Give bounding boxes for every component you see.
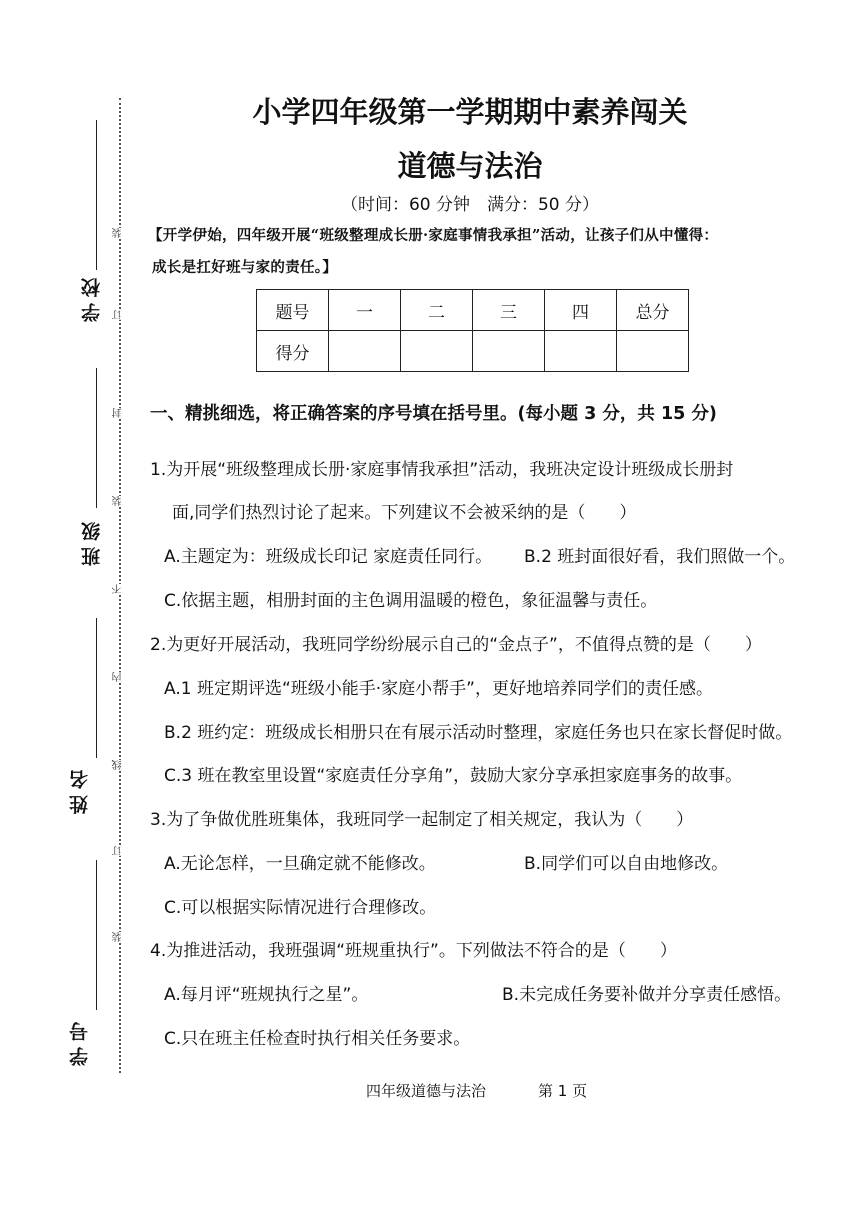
score-table-score-row <box>257 331 689 372</box>
seal-char: 不 <box>111 584 127 594</box>
score-header-cell: 三 <box>473 290 545 331</box>
question-1-option-c[interactable]: C.依据主题，相册封面的主色调用温暖的橙色，象征温馨与责任。 <box>164 591 658 611</box>
score-cell[interactable] <box>401 331 473 372</box>
class-blank[interactable] <box>96 368 97 508</box>
seal-char: 订 <box>111 310 127 320</box>
score-header-cell: 四 <box>545 290 617 331</box>
question-2-stem: 2.为更好开展活动，我班同学纷纷展示自己的“金点子”，不值得点赞的是（ ） <box>150 635 762 655</box>
score-cell[interactable] <box>473 331 545 372</box>
score-cell[interactable] <box>329 331 401 372</box>
question-3-stem: 3.为了争做优胜班集体，我班同学一起制定了相关规定，我认为（ ） <box>150 810 694 830</box>
question-2-option-a[interactable]: A.1 班定期评选“班级小能手·家庭小帮手”，更好地培养同学们的责任感。 <box>164 679 713 699</box>
score-table <box>256 289 689 372</box>
question-1-stem: 1.为开展“班级整理成长册·家庭事情我承担”活动，我班决定设计班级成长册封 <box>150 460 734 480</box>
student-id-label: 学号 <box>69 1016 91 1066</box>
section-1-heading: 一、精挑细选，将正确答案的序号填在括号里。(每小题 3 分，共 15 分) <box>150 404 717 424</box>
question-4-option-a[interactable]: A.每月评“班规执行之星”。 <box>164 985 369 1005</box>
seal-char: 订 <box>111 846 127 856</box>
score-header-cell: 一 <box>329 290 401 331</box>
question-1-stem-cont: 面,同学们热烈讨论了起来。下列建议不会被采纳的是（ ） <box>172 503 637 523</box>
seal-char: 装 <box>111 496 127 506</box>
school-blank[interactable] <box>96 120 97 270</box>
question-3-option-a[interactable]: A.无论怎样，一旦确定就不能修改。 <box>164 854 436 874</box>
question-4-option-b[interactable]: B.未完成任务要补做并分享责任感悟。 <box>502 985 792 1005</box>
score-row-label: 得分 <box>257 331 329 372</box>
subject-title: 道德与法治 <box>397 149 543 183</box>
seal-char: 内 <box>111 672 127 682</box>
score-cell[interactable] <box>617 331 689 372</box>
question-4-stem: 4.为推进活动，我班强调“班规重执行”。下列做法不符合的是（ ） <box>150 941 677 961</box>
intro-line-2: 成长是扛好班与家的责任。】 <box>152 259 338 276</box>
score-header-cell: 题号 <box>257 290 329 331</box>
question-4-option-c[interactable]: C.只在班主任检查时执行相关任务要求。 <box>164 1029 471 1049</box>
seal-char: 封 <box>111 408 127 418</box>
question-2-option-c[interactable]: C.3 班在教室里设置“家庭责任分享角”，鼓励大家分享承担家庭事务的故事。 <box>164 766 743 786</box>
student-id-blank[interactable] <box>96 860 97 1010</box>
name-label: 姓名 <box>69 764 91 814</box>
question-1-option-b[interactable]: B.2 班封面很好看，我们照做一个。 <box>524 547 796 567</box>
question-1-option-a[interactable]: A.主题定为：班级成长印记 家庭责任同行。 <box>164 547 493 567</box>
seal-char: 装 <box>111 932 127 942</box>
seal-char: 线 <box>111 760 127 770</box>
class-label: 班级 <box>81 516 103 566</box>
score-header-cell: 总分 <box>617 290 689 331</box>
time-info: （时间：60 分钟 满分：50 分） <box>340 195 600 215</box>
question-3-option-b[interactable]: B.同学们可以自由地修改。 <box>524 854 729 874</box>
score-header-cell: 二 <box>401 290 473 331</box>
school-label: 学校 <box>81 272 103 322</box>
question-2-option-b[interactable]: B.2 班约定：班级成长相册只在有展示活动时整理，家庭任务也只在家长督促时做。 <box>164 723 793 743</box>
exam-title: 小学四年级第一学期期中素养闯关 <box>252 95 688 129</box>
score-table-header-row <box>257 290 689 331</box>
intro-line-1: 【开学伊始，四年级开展“班级整理成长册·家庭事情我承担”活动，让孩子们从中懂得： <box>148 227 719 244</box>
score-cell[interactable] <box>545 331 617 372</box>
name-blank[interactable] <box>96 618 97 758</box>
footer-subject: 四年级道德与法治 <box>366 1082 487 1100</box>
seal-char: 装 <box>111 228 127 238</box>
footer-page-number: 第 1 页 <box>538 1082 588 1100</box>
question-3-option-c[interactable]: C.可以根据实际情况进行合理修改。 <box>164 898 437 918</box>
